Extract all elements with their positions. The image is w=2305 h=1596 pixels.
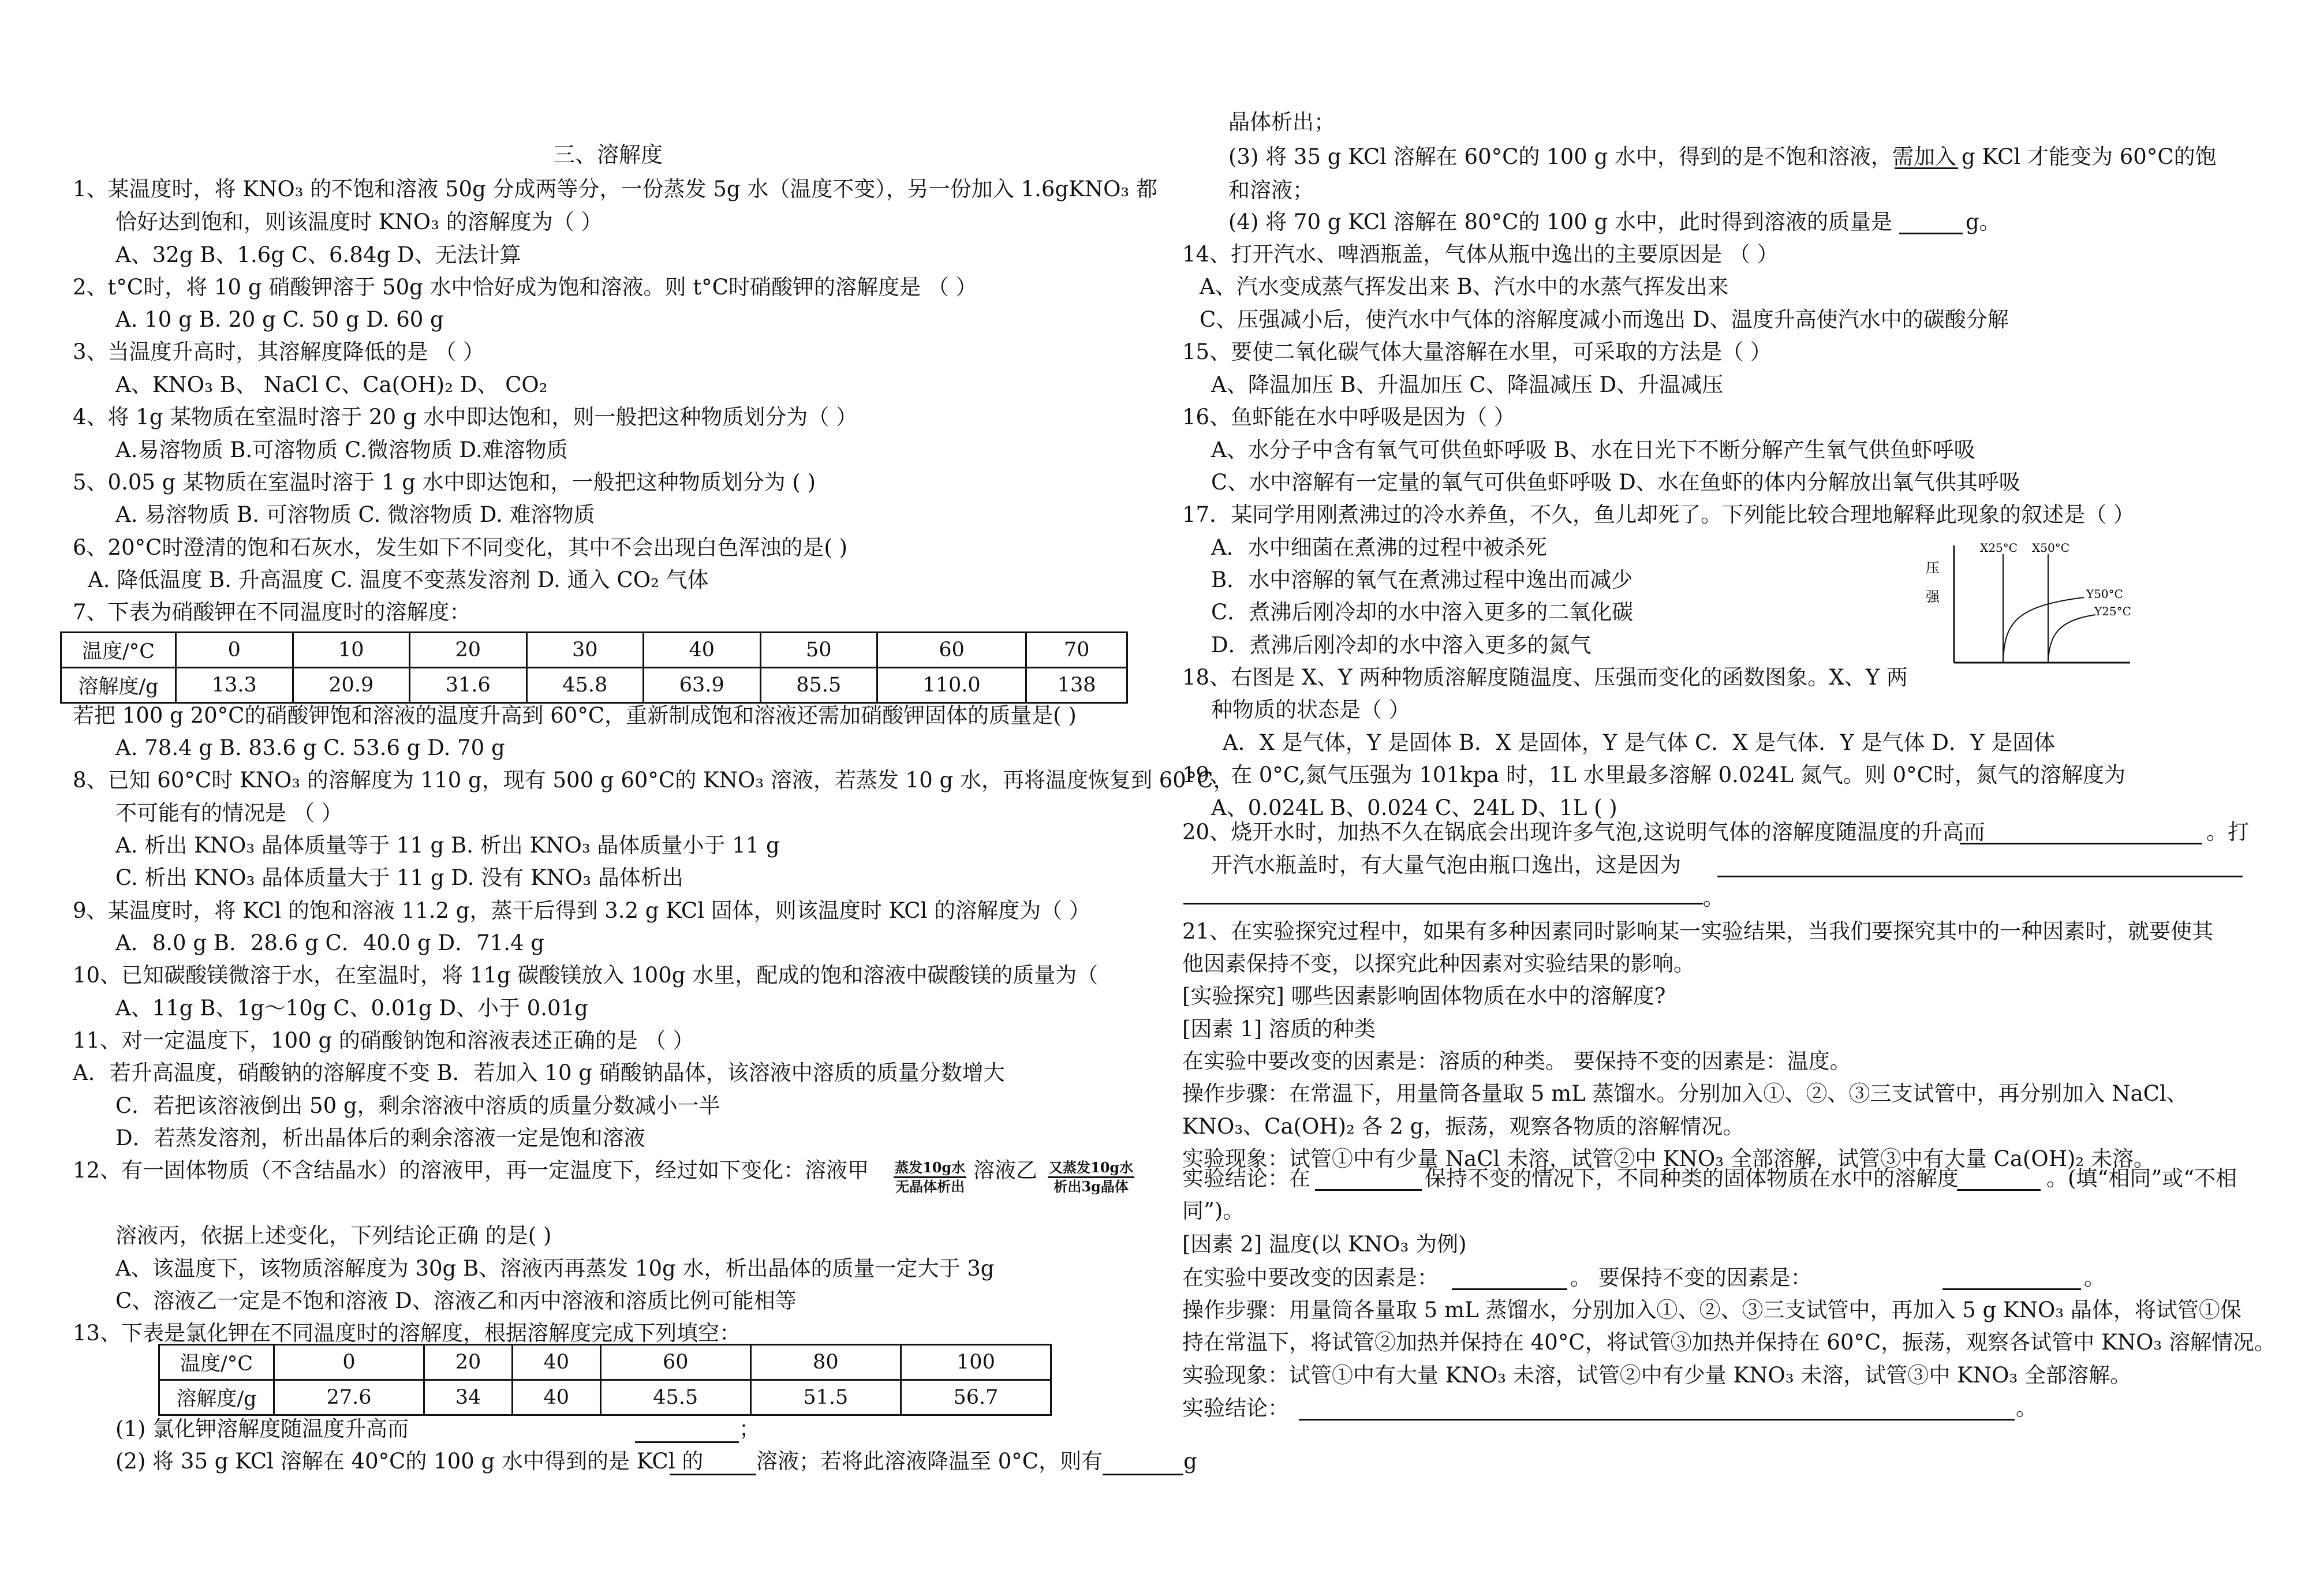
table-cell: 60 bbox=[600, 1345, 750, 1380]
graph-label-y25: Y25°C bbox=[2094, 604, 2131, 618]
line-r16a: 16、鱼虾能在水中呼吸是因为（ ） bbox=[1182, 405, 1515, 429]
answer-blank[interactable] bbox=[1299, 1398, 2015, 1421]
line-r21d: [因素 1] 溶质的种类 bbox=[1182, 1016, 1376, 1041]
q12-arrow-2-top: 又蒸发10g水 bbox=[1048, 1159, 1134, 1178]
q13-blank-1-row bbox=[635, 1415, 760, 1443]
q12-arrow-2 bbox=[1048, 1159, 1134, 1195]
table-cell: 40 bbox=[512, 1345, 600, 1380]
y25-curve bbox=[2048, 615, 2095, 663]
line-r21j: 同”)。 bbox=[1182, 1198, 1245, 1223]
table-cell: 温度/°C bbox=[159, 1345, 274, 1380]
line-q13b: (1) 氯化钾溶解度随温度升高而 bbox=[115, 1416, 409, 1441]
line-r20b: 。打 bbox=[2206, 820, 2249, 844]
q13-c-mid: 溶液；若将此溶液降温至 0°C，则有 bbox=[756, 1449, 1103, 1474]
line-q11b: A．若升高温度，硝酸钠的溶解度不变 B．若加入 10 g 硝酸钠晶体，该溶液中溶质的质量分数增大 bbox=[73, 1060, 1005, 1085]
line-r21l2: 。 要保持不变的因素是： bbox=[1570, 1265, 1812, 1290]
line-q11a: 11、对一定温度下，100 g 的硝酸钠饱和溶液表述正确的是 （ ） bbox=[73, 1028, 694, 1053]
line-q3b: A、KNO₃ B、 NaCl C、Ca(OH)₂ D、 CO₂ bbox=[115, 372, 548, 397]
table-cell: 27.6 bbox=[274, 1380, 424, 1415]
line-r19b: A、0.024L B、0.024 C、24L D、1L ( ) bbox=[1211, 795, 1617, 820]
line-r21n: 持在常温下，将试管②加热并保持在 40°C，将试管③加热并保持在 60°C，振荡，观察各试管中 KNO₃ 溶解情况。 bbox=[1182, 1330, 2276, 1355]
line-r21o: 实验现象：试管①中有大量 KNO₃ 未溶，试管②中有少量 KNO₃ 未溶，试管③中 KNO₃ 全部溶解。 bbox=[1182, 1363, 2132, 1388]
line-q9a: 9、某温度时，将 KCl 的饱和溶液 11.2 g，蒸干后得到 3.2 g KCl 固体，则该温度时 KCl 的溶解度为（ ） bbox=[73, 898, 1090, 923]
line-r17b: A．水中细菌在煮沸的过程中被杀死 bbox=[1211, 535, 1547, 560]
graph-label-y50: Y50°C bbox=[2086, 587, 2123, 601]
line-r14b: A、汽水变成蒸气挥发出来 B、汽水中的水蒸气挥发出来 bbox=[1200, 274, 1729, 299]
line-r17e: D．煮沸后刚冷却的水中溶入更多的氮气 bbox=[1211, 633, 1592, 657]
answer-blank[interactable] bbox=[1960, 822, 2202, 844]
line-r21i3: 。(填“相同”或“不相 bbox=[2046, 1166, 2237, 1191]
q12-arrow-1-bottom: 无晶体析出 bbox=[895, 1178, 965, 1195]
line-q7c: A. 78.4 g B. 83.6 g C. 53.6 g D. 70 g bbox=[115, 735, 505, 760]
answer-blank[interactable] bbox=[635, 1421, 739, 1443]
table-cell: 45.5 bbox=[600, 1380, 750, 1415]
line-q8a: 8、已知 60°C时 KNO₃ 的溶解度为 110 g，现有 500 g 60°C的 KNO₃ 溶液，若蒸发 10 g 水，再将温度恢复到 60°C， bbox=[73, 768, 1235, 793]
line-r21i1: 实验结论：在 bbox=[1182, 1166, 1310, 1191]
line-q1c: A、32g B、1.6g C、6.84g D、无法计算 bbox=[115, 242, 521, 267]
table-cell: 70 bbox=[1026, 633, 1127, 668]
line-q1a: 1、某温度时，将 KNO₃ 的不饱和溶液 50g 分成两等分，一份蒸发 5g 水（温度不变），另一份加入 1.6gKNO₃ 都 bbox=[73, 177, 1158, 201]
line-r21g: KNO₃、Ca(OH)₂ 各 2 g，振荡，观察各物质的溶解情况。 bbox=[1182, 1114, 1744, 1139]
line-q12a: 12、有一固体物质（不含结晶水）的溶液甲，再一定温度下，经过如下变化：溶液甲 bbox=[73, 1158, 869, 1183]
table-cell: 0 bbox=[274, 1345, 424, 1380]
table-row bbox=[159, 1345, 1051, 1380]
q12-arrow-2-bottom: 析出3g晶体 bbox=[1053, 1178, 1129, 1195]
table-row bbox=[61, 668, 1127, 703]
page-title: 三、溶解度 bbox=[553, 142, 663, 167]
table-cell: 31.6 bbox=[410, 668, 527, 703]
table-cell: 40 bbox=[512, 1380, 600, 1415]
line-q12b: 溶液乙 bbox=[973, 1158, 1037, 1183]
line-r21f: 操作步骤：在常温下，用量筒各量取 5 mL 蒸馏水。分别加入①、②、③三支试管中，再分别加入 NaCl、 bbox=[1182, 1081, 2188, 1106]
line-r21m: 操作步骤：用量筒各量取 5 mL 蒸馏水，分别加入①、②、③三支试管中，再加入 5 g KNO₃ 晶体，将试管①保 bbox=[1182, 1298, 2242, 1322]
line-q5a: 5、0.05 g 某物质在室温时溶于 1 g 水中即达饱和，一般把这种物质划分为 ( ) bbox=[73, 470, 816, 495]
table-row bbox=[159, 1380, 1051, 1415]
line-r21h: 实验现象：试管①中有少量 NaCl 未溶，试管②中 KNO₃ 全部溶解，试管③中有大量 Ca(OH)₂ 未溶。 bbox=[1182, 1146, 2155, 1171]
line-r19a: 19、在 0°C,氮气压强为 101kpa 时，1L 水里最多溶解 0.024L 氮气。则 0°C时，氮气的溶解度为 bbox=[1182, 763, 2125, 787]
table-cell: 56.7 bbox=[901, 1380, 1051, 1415]
answer-blank[interactable] bbox=[1717, 855, 2243, 877]
line-r2a: (4) 将 70 g KCl 溶解在 80°C的 100 g 水中，此时得到溶液的质量是 bbox=[1228, 210, 1893, 234]
table-cell: 13.3 bbox=[176, 668, 293, 703]
answer-blank[interactable] bbox=[1452, 1268, 1567, 1290]
line-q8d: C. 析出 KNO₃ 晶体质量大于 11 g D. 没有 KNO₃ 晶体析出 bbox=[115, 865, 683, 890]
table-cell: 20.9 bbox=[293, 668, 410, 703]
table-cell: 110.0 bbox=[877, 668, 1026, 703]
line-q1b: 恰好达到饱和，则该温度时 KNO₃ 的溶解度为（ ） bbox=[115, 210, 603, 234]
q13-b-end: ； bbox=[739, 1416, 760, 1441]
line-q13c: (2) 将 35 g KCl 溶解在 40°C的 100 g 水中得到的是 KCl 的 bbox=[115, 1449, 704, 1474]
line-r1a: (3) 将 35 g KCl 溶解在 60°C的 100 g 水中，得到的是不饱和溶液，需加入 bbox=[1228, 144, 1957, 169]
table-cell: 100 bbox=[901, 1345, 1051, 1380]
line-r21e: 在实验中要改变的因素是：溶质的种类。 要保持不变的因素是：温度。 bbox=[1182, 1049, 1851, 1074]
table-cell: 20 bbox=[410, 633, 527, 668]
line-r20c: 开汽水瓶盖时，有大量气泡由瓶口逸出，这是因为 bbox=[1211, 853, 1681, 877]
line-r21p2: 。 bbox=[2016, 1396, 2037, 1421]
line-r18c: A．X 是气体，Y 是固体 B．X 是固体，Y 是气体 C．X 是气体．Y 是气体 D．Y 是固体 bbox=[1223, 730, 2056, 755]
line-q13a: 13、下表是氯化钾在不同温度时的溶解度，根据溶解度完成下列填空： bbox=[73, 1321, 741, 1345]
table-cell: 20 bbox=[424, 1345, 513, 1380]
y-label-1: 压 bbox=[1926, 560, 1940, 576]
line-r16b: A、水分子中含有氧气可供鱼虾呼吸 B、水在日光下不断分解产生氧气供鱼虾呼吸 bbox=[1211, 438, 1975, 462]
line-q10b: A、11g B、1g～10g C、0.01g D、小于 0.01g bbox=[115, 996, 588, 1021]
table-cell: 85.5 bbox=[760, 668, 877, 703]
q13-blank-2-row bbox=[670, 1448, 1197, 1475]
answer-blank[interactable] bbox=[1957, 1168, 2041, 1191]
table-kno3-solubility bbox=[60, 631, 1128, 704]
line-q3a: 3、当温度升高时，其溶解度降低的是 （ ） bbox=[73, 339, 485, 364]
line-r1c: 和溶液； bbox=[1228, 178, 1314, 203]
line-r15a: 15、要使二氧化碳气体大量溶解在水里，可采取的方法是（ ） bbox=[1182, 339, 1772, 364]
table-cell: 40 bbox=[644, 633, 761, 668]
line-r21c: [实验探究] 哪些因素影响固体物质在水中的溶解度? bbox=[1182, 984, 1666, 1008]
line-r21i2: 保持不变的情况下，不同种类的固体物质在水中的溶解度 bbox=[1425, 1166, 1959, 1191]
table-cell: 0 bbox=[176, 633, 293, 668]
table-cell: 63.9 bbox=[644, 668, 761, 703]
line-q12e: C、溶液乙一定是不饱和溶液 D、溶液乙和丙中溶液和溶质比例可能相等 bbox=[115, 1288, 797, 1313]
q13-c-end: g bbox=[1183, 1449, 1197, 1474]
line-q11d: D．若蒸发溶剂，析出晶体后的剩余溶液一定是饱和溶液 bbox=[115, 1126, 645, 1150]
line-r16c: C、水中溶解有一定量的氧气可供鱼虾呼吸 D、水在鱼虾的体内分解放出氧气供其呼吸 bbox=[1211, 470, 2020, 495]
q12-arrow-1-top: 蒸发10g水 bbox=[894, 1159, 966, 1178]
line-r14a: 14、打开汽水、啤酒瓶盖，气体从瓶中逸出的主要原因是 （ ） bbox=[1182, 242, 1779, 267]
graph-label-x50: X50°C bbox=[2032, 541, 2069, 555]
line-q10a: 10、已知碳酸镁微溶于水，在室温时，将 11g 碳酸镁放入 100g 水里，配成的饱和溶液中碳酸镁的质量为（ bbox=[73, 963, 1099, 988]
table-cell: 45.8 bbox=[526, 668, 644, 703]
table-cell: 51.5 bbox=[750, 1380, 901, 1415]
answer-blank[interactable] bbox=[1103, 1453, 1183, 1475]
line-q12d: A、该温度下，该物质溶解度为 30g B、溶液丙再蒸发 10g 水，析出晶体的质量一定大于 3g bbox=[115, 1256, 995, 1281]
table-cell: 34 bbox=[424, 1380, 513, 1415]
line-r21l1: 在实验中要改变的因素是： bbox=[1182, 1265, 1439, 1290]
line-r17c: B．水中溶解的氧气在煮沸过程中逸出而减少 bbox=[1211, 567, 1633, 592]
line-q11c: C．若把该溶液倒出 50 g，剩余溶液中溶质的质量分数减小一半 bbox=[115, 1093, 720, 1118]
line-r0: 晶体析出； bbox=[1228, 110, 1335, 134]
line-r14c: C、压强减小后，使汽水中气体的溶解度减小而逸出 D、温度升高使汽水中的碳酸分解 bbox=[1200, 307, 2009, 332]
line-r21a: 21、在实验探究过程中，如果有多种因素同时影响某一实验结果，当我们要探究其中的一种因素时，就要使其 bbox=[1182, 919, 2214, 944]
table-kcl-solubility bbox=[158, 1344, 1052, 1416]
line-r15b: A、降温加压 B、升温加压 C、降温减压 D、升温减压 bbox=[1211, 372, 1724, 397]
table-cell: 30 bbox=[526, 633, 644, 668]
line-r21b: 他因素保持不变，以探究此种因素对实验结果的影响。 bbox=[1182, 951, 1695, 976]
line-r21l3: 。 bbox=[2084, 1265, 2105, 1290]
line-q6b: A. 降低温度 B. 升高温度 C. 温度不变蒸发溶剂 D. 通入 CO₂ 气体 bbox=[88, 567, 709, 592]
line-r17d: C．煮沸后刚冷却的水中溶入更多的二氧化碳 bbox=[1211, 600, 1634, 625]
table-cell: 溶解度/g bbox=[61, 668, 176, 703]
line-r20a: 20、烧开水时，加热不久在锅底会出现许多气泡,这说明气体的溶解度随温度的升高而 bbox=[1182, 820, 1985, 844]
answer-blank[interactable] bbox=[670, 1453, 756, 1475]
line-q4a: 4、将 1g 某物质在室温时溶于 20 g 水中即达饱和，则一般把这种物质划分为（ ） bbox=[73, 405, 858, 429]
y50-curve bbox=[2003, 597, 2084, 663]
line-q12c: 溶液丙，依据上述变化，下列结论正确 的是( ) bbox=[115, 1223, 552, 1248]
q12-arrow-1 bbox=[894, 1159, 966, 1195]
line-q7b: 若把 100 g 20°C的硝酸钾饱和溶液的温度升高到 60°C，重新制成饱和溶液还需加硝酸钾固体的质量是( ) bbox=[73, 703, 1077, 728]
table-cell: 10 bbox=[293, 633, 410, 668]
table-cell: 138 bbox=[1026, 668, 1127, 703]
line-q2a: 2、t°C时，将 10 g 硝酸钾溶于 50g 水中恰好成为饱和溶液。则 t°C时硝酸钾的溶解度是 （ ） bbox=[73, 275, 977, 300]
y-label-2: 强 bbox=[1926, 589, 1940, 605]
table-cell: 80 bbox=[750, 1345, 901, 1380]
line-q6a: 6、20°C时澄清的饱和石灰水，发生如下不同变化，其中不会出现白色浑浊的是( ) bbox=[73, 535, 848, 560]
line-r18b: 种物质的状态是（ ） bbox=[1211, 697, 1410, 722]
graph-label-x25: X25°C bbox=[1980, 541, 2018, 555]
table-cell: 温度/°C bbox=[61, 633, 176, 668]
line-r2b: g。 bbox=[1966, 210, 2001, 234]
pressure-solubility-graph bbox=[1922, 537, 2136, 670]
table-cell: 50 bbox=[760, 633, 877, 668]
line-r1b: g KCl 才能变为 60°C的饱 bbox=[1962, 144, 2217, 169]
answer-blank[interactable] bbox=[1899, 212, 1963, 234]
line-q8b: 不可能有的情况是 （ ） bbox=[115, 801, 343, 825]
line-q4b: A.易溶物质 B.可溶物质 C.微溶物质 D.难溶物质 bbox=[115, 438, 568, 462]
line-q8c: A. 析出 KNO₃ 晶体质量等于 11 g B. 析出 KNO₃ 晶体质量小于 11 g bbox=[115, 833, 780, 858]
table-row bbox=[61, 633, 1127, 668]
answer-blank[interactable] bbox=[1895, 147, 1958, 169]
table-cell: 溶解度/g bbox=[159, 1380, 274, 1415]
table-cell: 60 bbox=[877, 633, 1026, 668]
line-r21k: [因素 2] 温度(以 KNO₃ 为例) bbox=[1182, 1232, 1467, 1257]
answer-blank[interactable] bbox=[1183, 882, 1703, 904]
line-r17a: 17．某同学用刚煮沸过的冷水养鱼，不久，鱼儿却死了。下列能比较合理地解释此现象的叙述是（ ） bbox=[1182, 502, 2135, 527]
line-r20d: 。 bbox=[1703, 885, 1724, 910]
line-q2b: A. 10 g B. 20 g C. 50 g D. 60 g bbox=[115, 307, 444, 332]
line-q9b: A．8.0 g B．28.6 g C．40.0 g D．71.4 g bbox=[115, 930, 544, 955]
line-r21p1: 实验结论： bbox=[1182, 1396, 1289, 1421]
line-r18a: 18、右图是 X、Y 两种物质溶解度随温度、压强而变化的函数图象。X、Y 两 bbox=[1182, 665, 1908, 690]
answer-blank[interactable] bbox=[1315, 1168, 1422, 1191]
line-q5b: A. 易溶物质 B. 可溶物质 C. 微溶物质 D. 难溶物质 bbox=[115, 502, 595, 527]
answer-blank[interactable] bbox=[1942, 1268, 2081, 1290]
line-q7a: 7、下表为硝酸钾在不同温度时的溶解度： bbox=[73, 600, 471, 625]
